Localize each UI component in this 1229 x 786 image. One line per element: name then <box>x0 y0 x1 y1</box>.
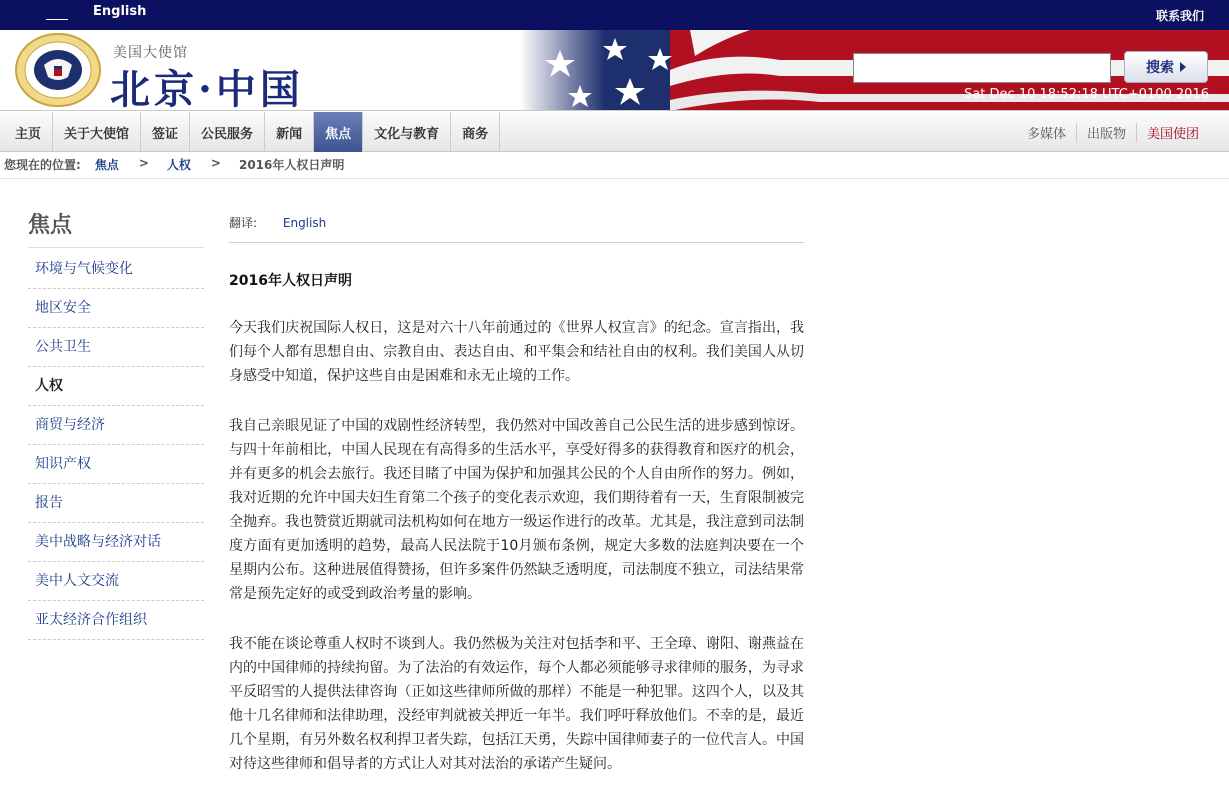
breadcrumb-divider <box>0 178 1229 179</box>
main-nav <box>0 112 1229 152</box>
nav-item-us-mission[interactable]: 美国使团 <box>1136 123 1209 142</box>
article-paragraph: 我自己亲眼见证了中国的戏剧性经济转型，我仍然对中国改善自己公民生活的进步感到惊讶。与四十年前相比，中国人民现在有高得多的生活水平，享受好得多的获得教育和医疗的机会，并有更多的机会去旅行。我还目睹了中国为保护和加强其公民的个人自由所作的努力。例如，我对近期的允许中国夫妇生育第二个孩子的变化表示欢迎，我们期待着有一天，生育限制被完全抛弃。我也赞赏近期就司法机构如何在地方一级运作进行的改革。尤其是，我注意到司法制度方面有更加透明的趋势，最高人民法院于10月颁布条例，规定大多数的法庭判决要在一个星期内公布。这种进展值得赞扬，但许多案件仍然缺乏透明度，司法制度不独立，司法结果常常是预先定好的或受到政治考量的影响。 <box>229 418 804 602</box>
translation-label: 翻译: <box>229 216 258 230</box>
sidebar-item-sed[interactable]: 美中战略与经济对话 <box>28 523 204 562</box>
search-button-label: 搜索 <box>1146 60 1174 76</box>
sidebar-item-trade-economy[interactable]: 商贸与经济 <box>28 406 204 445</box>
search-button[interactable] <box>1124 51 1208 83</box>
sidebar-item-reports[interactable]: 报告 <box>28 484 204 523</box>
nav-item-home[interactable]: 主页 <box>4 112 53 152</box>
language-link[interactable]: English <box>93 4 147 19</box>
breadcrumb-focus[interactable]: 焦点 <box>94 158 119 172</box>
breadcrumb-current: 2016年人权日声明 <box>238 158 345 172</box>
article <box>229 214 804 776</box>
datetime-display: Sat Dec 10 18:52:18 UTC+0100 2016 <box>964 87 1209 102</box>
site-header <box>0 30 1229 111</box>
breadcrumb-separator: > <box>138 156 149 170</box>
article-title: 2016年人权日声明 <box>229 273 352 289</box>
embassy-label: 美国大使馆 <box>113 45 188 61</box>
nav-item-news[interactable]: 新闻 <box>265 112 314 152</box>
sidebar <box>28 208 204 640</box>
article-paragraph: 我不能在谈论尊重人权时不谈到人。我仍然极为关注对包括李和平、王全璋、谢阳、谢燕益在内的中国律师的持续拘留。为了法治的有效运作，每个人都必须能够寻求律师的服务，为寻求平反昭雪的人提供法律咨询（正如这些律师所做的那样）不能是一种犯罪。这四个人，以及其他十几名律师和法律助理，没经审判就被关押近一年半。我们呼吁释放他们。不幸的是，最近几个星期，有另外数名权利捍卫者失踪，包括江天勇，失踪中国律师妻子的一位代言人。中国对待这些律师和倡导者的方式让人对其对法治的承诺产生疑问。 <box>229 636 804 772</box>
nav-item-business[interactable]: 商务 <box>451 112 500 152</box>
embassy-seal-logo <box>14 33 102 108</box>
nav-item-focus[interactable]: 焦点 <box>314 112 363 152</box>
breadcrumb-human-rights[interactable]: 人权 <box>166 158 191 172</box>
top-bar <box>0 0 1229 30</box>
nav-item-citizen-services[interactable]: 公民服务 <box>190 112 265 152</box>
nav-item-culture-education[interactable]: 文化与教育 <box>363 112 451 152</box>
breadcrumb-label: 您现在的位置: <box>4 158 81 172</box>
sidebar-title: 焦点 <box>28 208 204 248</box>
sidebar-item-people-exchange[interactable]: 美中人文交流 <box>28 562 204 601</box>
site-title[interactable]: 北京·中国 <box>110 66 304 111</box>
nav-item-publications[interactable]: 出版物 <box>1076 123 1136 142</box>
sidebar-item-public-health[interactable]: 公共卫生 <box>28 328 204 367</box>
article-paragraph: 今天我们庆祝国际人权日，这是对六十八年前通过的《世界人权宣言》的纪念。宣言指出，我们每个人都有思想自由、宗教自由、表达自由、和平集会和结社自由的权利。我们美国人从切身感受中知道，保护这些自由是困难和永无止境的工作。 <box>229 320 804 384</box>
sidebar-item-regional-security[interactable]: 地区安全 <box>28 289 204 328</box>
nav-item-about[interactable]: 关于大使馆 <box>53 112 141 152</box>
breadcrumb-separator: > <box>210 156 221 170</box>
nav-item-visa[interactable]: 签证 <box>141 112 190 152</box>
sidebar-item-human-rights[interactable]: 人权 <box>28 367 204 406</box>
top-bar-divider <box>46 19 68 20</box>
search-input[interactable] <box>853 53 1111 83</box>
nav-item-multimedia[interactable]: 多媒体 <box>1026 126 1066 142</box>
breadcrumb <box>4 156 344 173</box>
sidebar-item-environment[interactable]: 环境与气候变化 <box>28 250 204 289</box>
arrow-right-icon <box>1180 62 1186 72</box>
sidebar-item-apec[interactable]: 亚太经济合作组织 <box>28 601 204 640</box>
sidebar-item-ip[interactable]: 知识产权 <box>28 445 204 484</box>
contact-us-link[interactable]: 联系我们 <box>1155 9 1204 23</box>
translation-link-english[interactable]: English <box>282 216 327 230</box>
sidebar-list <box>28 250 204 640</box>
translation-bar <box>229 214 804 243</box>
